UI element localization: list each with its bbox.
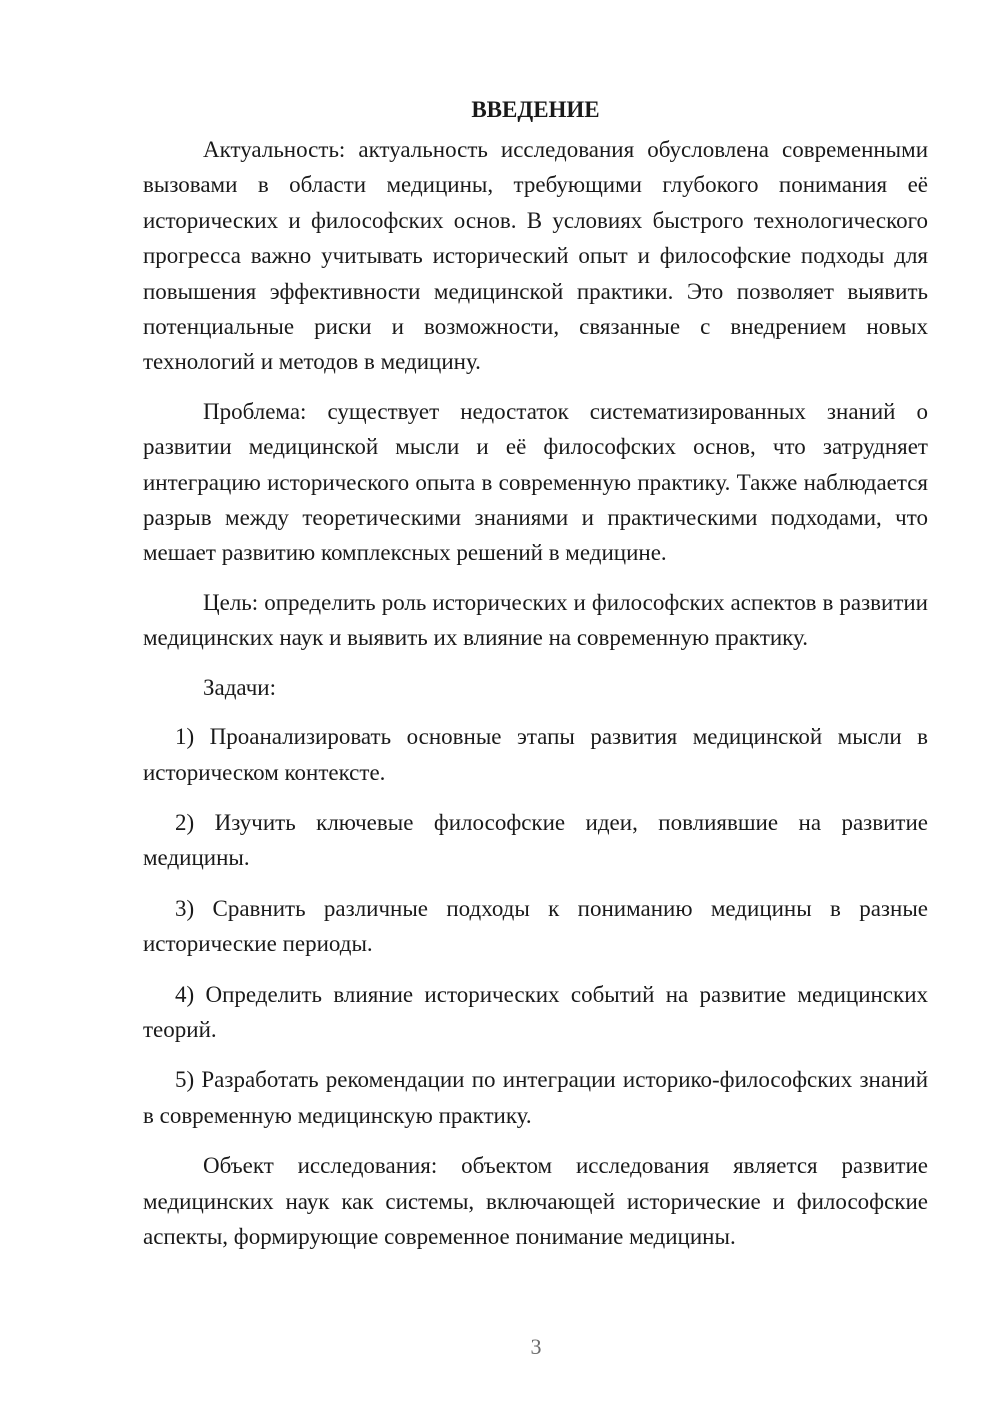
object-paragraph: Объект исследования: объектом исследования является развитие медицинских наук как системы, включающей исторические и философские аспекты, формирующие современное понимание медицины. bbox=[143, 1153, 928, 1249]
section-heading: ВВЕДЕНИЕ bbox=[471, 97, 600, 122]
problem-paragraph: Проблема: существует недостаток систематизированных знаний о развитии медицинской мысли и её философских основ, что затрудняет интеграцию исторического опыта в современную практику. Также наблюдается разрыв между теоретическими знаниями и практическими подходами, что мешает развитию комплексных решений в медицине. bbox=[143, 398, 928, 566]
task-item-4: 4) Определить влияние исторических событий на развитие медицинских теорий. bbox=[143, 981, 928, 1042]
task-item-5: 5) Разработать рекомендации по интеграции историко-философских знаний в современную медицинскую практику. bbox=[143, 1067, 928, 1128]
tasks-label: Задачи: bbox=[203, 674, 276, 700]
relevance-paragraph: Актуальность: актуальность исследования обусловлена современными вызовами в области медицины, требующими глубокого понимания её исторических и философских основ. В условиях быстрого технологического прогресса важно учитывать исторический опыт и философские подходы для повышения эффективности медицинской практики. Это позволяет выявить потенциальные риски и возможности, связанные с внедрением новых технологий и методов в медицину. bbox=[143, 137, 928, 375]
task-item-1: 1) Проанализировать основные этапы развития медицинской мысли в историческом контексте. bbox=[143, 724, 928, 785]
goal-paragraph: Цель: определить роль исторических и философских аспектов в развитии медицинских наук и выявить их влияние на современную практику. bbox=[143, 589, 928, 651]
task-item-2: 2) Изучить ключевые философские идеи, повлиявшие на развитие медицины. bbox=[143, 809, 928, 871]
document-page bbox=[143, 92, 928, 1268]
tasks-list bbox=[143, 719, 928, 1133]
task-item-3: 3) Сравнить различные подходы к пониманию медицины в разные исторические периоды. bbox=[143, 895, 928, 957]
page-number: 3 bbox=[530, 1334, 542, 1359]
